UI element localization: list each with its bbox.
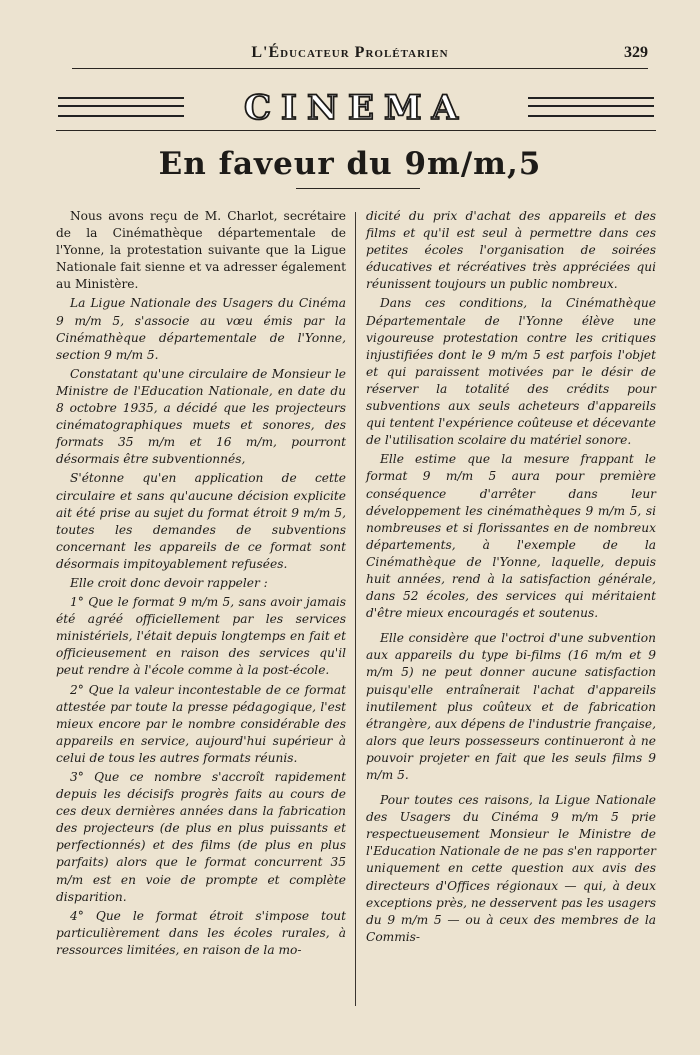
section-banner [56,88,656,130]
paragraph-league-association: La Ligue Nationale des Usagers du Cinéma 9 m/m 5, s'associe au vœu émis par la Cinémathèque départementale de l'Yonne, section 9 m/m 5. [56,296,346,362]
paragraph-conclusion: Pour toutes ces raisons, la Ligue Nationale des Usagers du Cinéma 9 m/m 5 prie respectueusement Monsieur le Ministre de l'Education Nationale de ne pas s'en rapporter uniquement en cette question aux avis des directeurs d'Offices régionaux — qui, à deux exceptions près, ne desservent pas les usagers du 9 m/m 5 — ou à ceux des membres de la Commis- [366,793,656,944]
paragraph-point-4: 4° Que le format étroit s'impose tout particulièrement dans les écoles rurales, à ressources limitées, en raison de la mo- [56,908,346,957]
paragraph-surprise: S'étonne qu'en application de cette circulaire et sans qu'aucune décision explicite ait été prise au sujet du format étroit 9 m/m 5, toutes les demandes de subventions concernant les appareils de ce format sont désormais impitoyablement refusées. [56,471,346,571]
paragraph-point-3: 3° Que ce nombre s'accroît rapidement depuis les décisifs progrès faits au cours de ces deux dernières années dans la fabrication des projecteurs (de plus en plus puissants et perfectionnés) et des films (de plus en plus parfaits) alors que le format concurrent 35 m/m est en voie de prompte et complète disparition. [56,770,346,904]
banner-rule [56,130,656,131]
page-number: 329 [624,44,648,61]
article-title: En faveur du 9m/m,5 [158,146,542,182]
banner-lines-right [528,97,654,117]
paragraph-protest: Dans ces conditions, la Cinémathèque Départementale de l'Yonne élève une vigoureuse protestation contre les critiques injustifiées dont le 9 m/m 5 est parfois l'objet et qui paraissent motivées par le désir de réserver la totalité des crédits pour subventions aux seuls acheteurs d'appareils qui tentent l'expérience coûteuse et décevante de l'utilisation scolaire du matériel sonore. [366,296,656,448]
journal-title: L'Éducateur Prolétarien [251,44,449,61]
running-head [0,44,700,64]
column-divider [355,212,356,1006]
header-rule [72,68,648,69]
paragraph-bi-films: Elle considère que l'octroi d'une subvention aux appareils du type bi-films (16 m/m et 9 m/m 5) ne peut donner aucune satisfaction puisqu'elle entraînerait l'achat d'appareils inutilement plus coûteux et de fabrication étrangère, aux dépens de l'industrie française, alors que leurs possesseurs continueront à ne pouvoir projeter en fait que les seuls films 9 m/m 5. [366,631,656,782]
paragraph-point-1: 1° Que le format 9 m/m 5, sans avoir jamais été agréé officiellement par les services ministériels, l'était depuis longtemps en fait et officieusement en raison des services qu'il peut rendre à l'école comme à la post-école. [56,595,346,678]
section-title: CINEMA [244,88,468,128]
title-rule [296,188,420,189]
banner-lines-left [58,97,184,117]
paragraph-point-2: 2° Que la valeur incontestable de ce format attestée par toute la presse pédagogique, l'est mieux encore par le nombre considérable des appareils en service, aujourd'hui supérieur à celui de tous les autres formats réunis. [56,682,346,765]
paragraph-continuation: dicité du prix d'achat des appareils et des films et qu'il est seul à permettre dans ces petites écoles l'organisation de soirées éducatives et récréatives très appréciées qui réunissent toujours un public nombreux. [366,209,656,292]
paragraph-recall: Elle croit donc devoir rappeler : [70,575,268,590]
paragraph-intro: Nous avons reçu de M. Charlot, secrétaire de la Cinémathèque départementale de l'Yonne, la protestation suivante que la Ligue Nationale fait sienne et va adresser également au Ministère. [56,209,346,292]
article-column-right [366,208,656,948]
article-column-left [56,208,346,961]
paragraph-circular: Constatant qu'une circulaire de Monsieur le Ministre de l'Education Nationale, en date du 8 octobre 1935, a décidé que les projecteurs cinématographiques muets et sonores, des formats 35 m/m et 16 m/m, pourront désormais être subventionnés, [56,366,346,467]
paragraph-consequence: Elle estime que la mesure frappant le format 9 m/m 5 aura pour première conséquence d'arrêter dans leur développement les cinémathèques 9 m/m 5, si nombreuses et si florissantes en de nombreux départements, à l'exemple de la Cinémathèque de l'Yonne, laquelle, depuis huit années, rend à la satisfaction générale, dans 52 écoles, des services qui méritaient d'être mieux encouragés et soutenus. [366,452,656,621]
